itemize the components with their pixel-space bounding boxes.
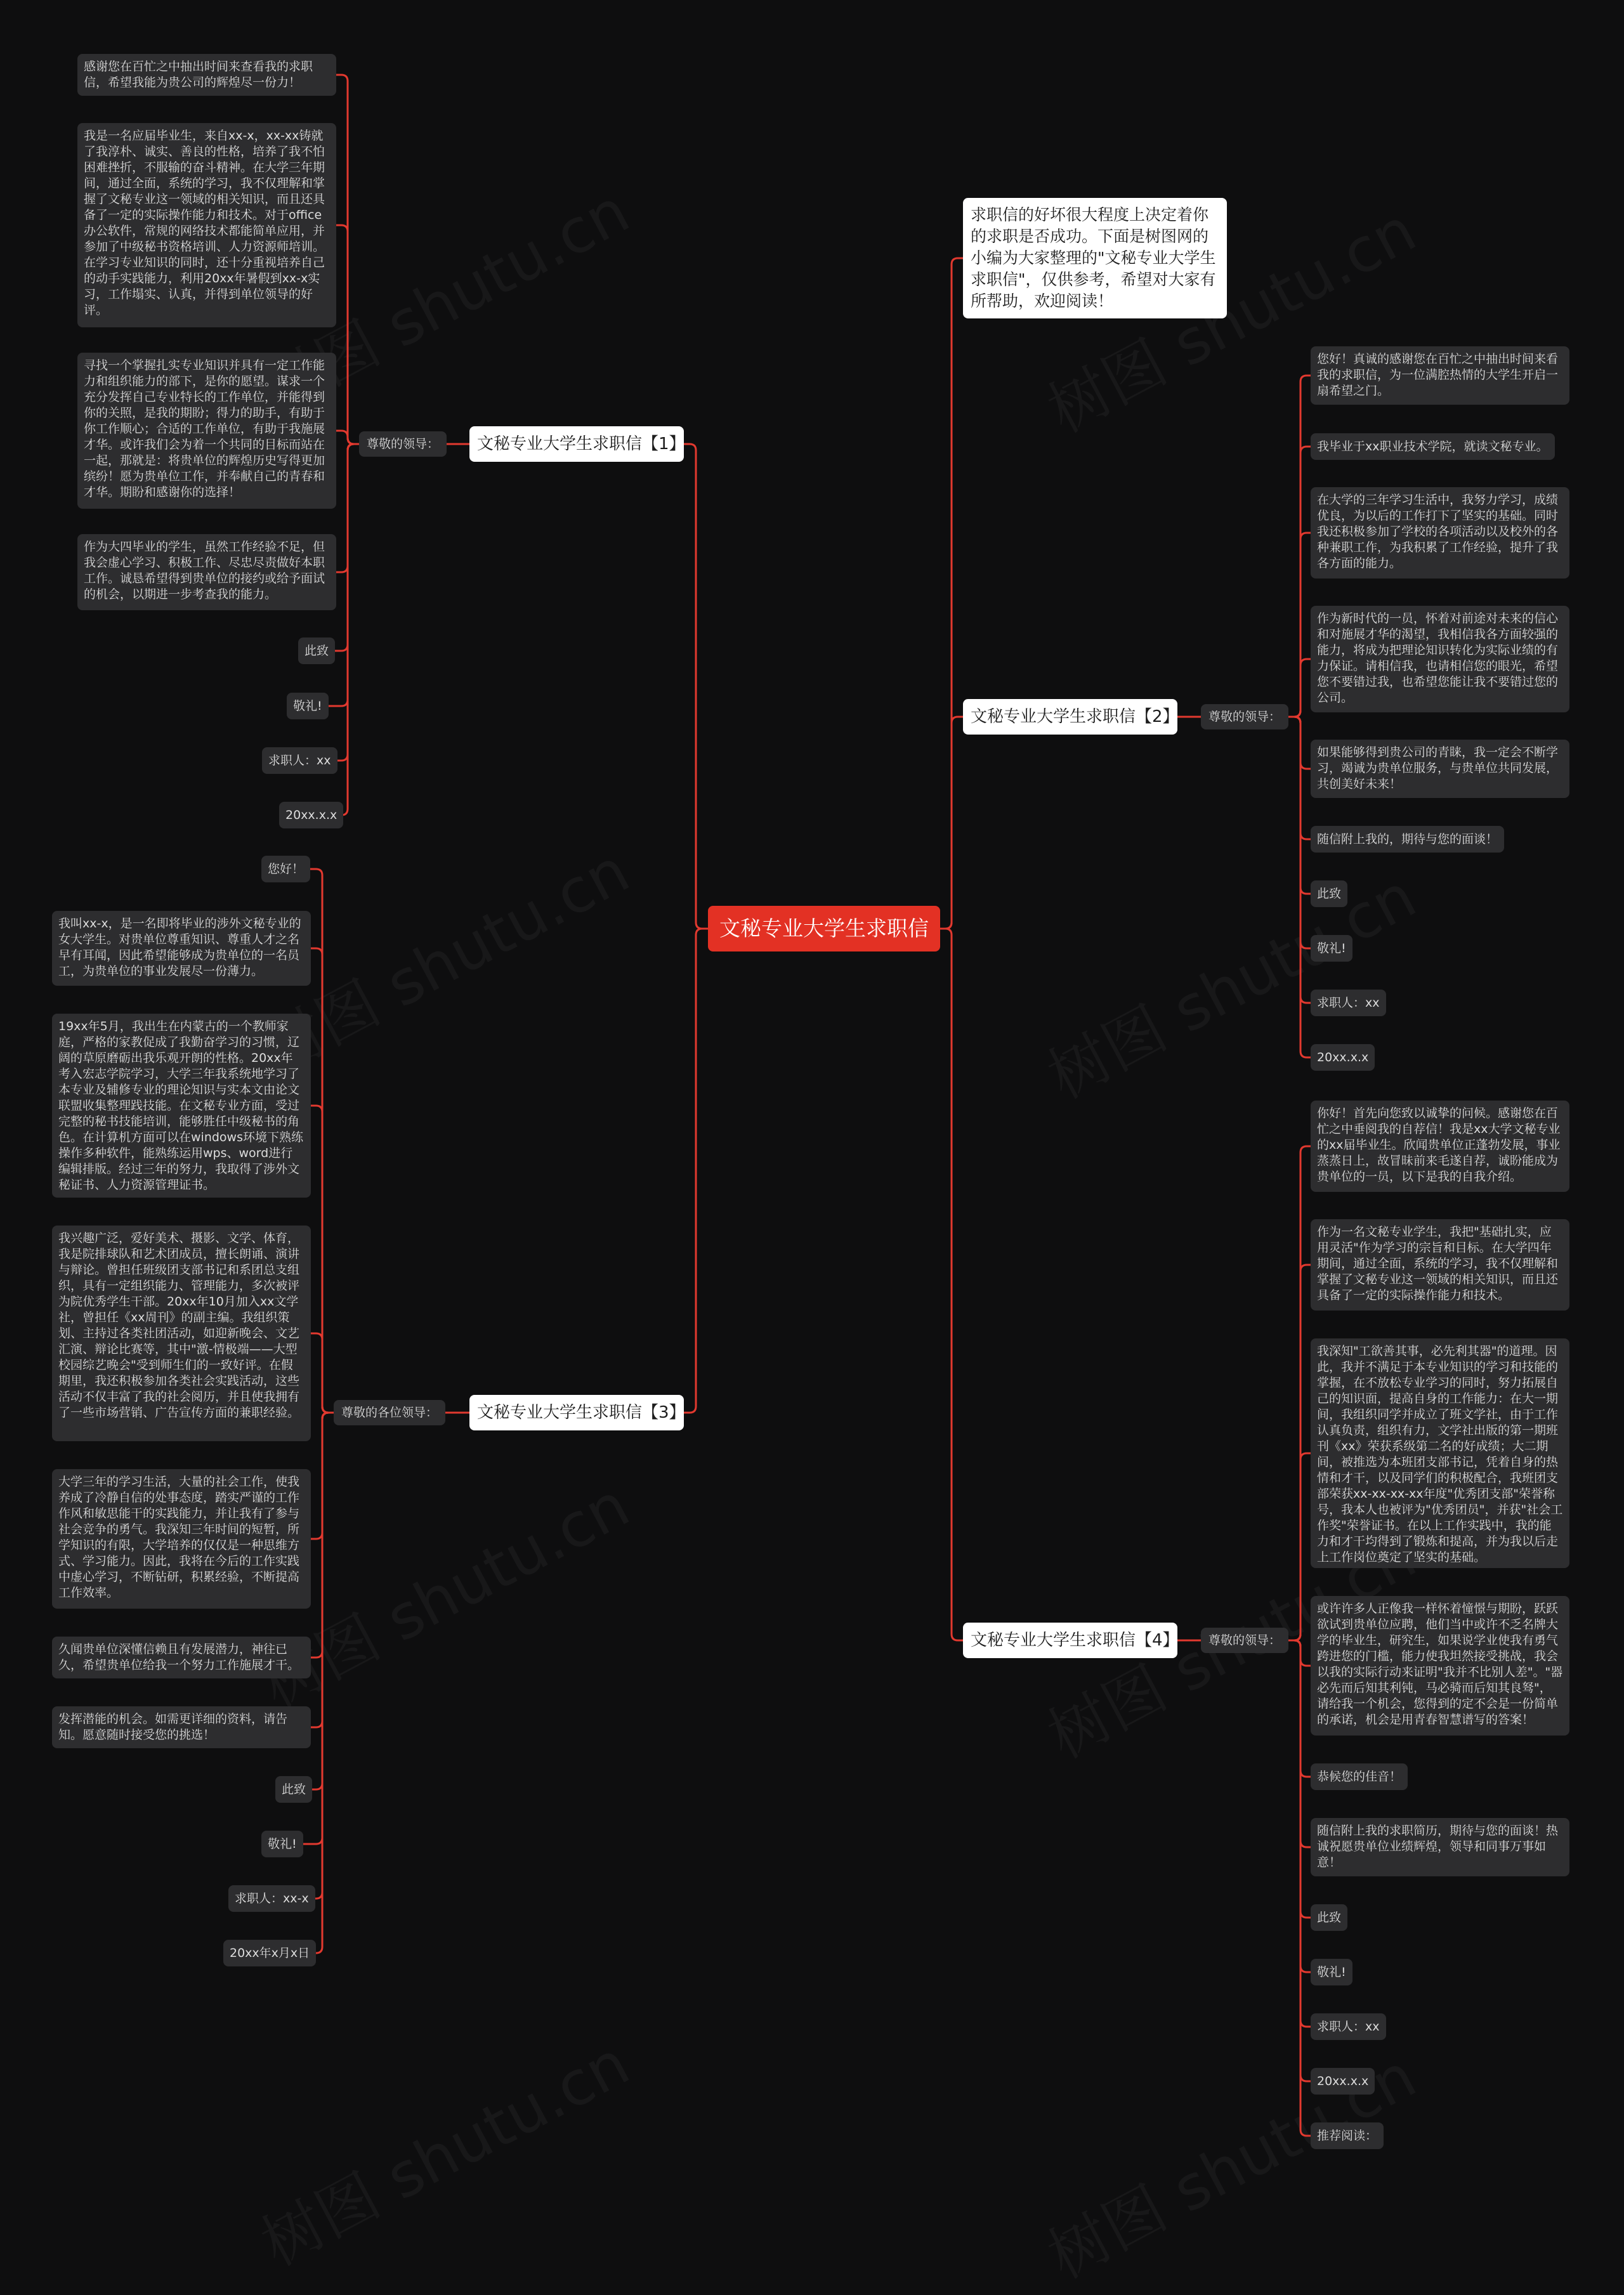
branch-4-item[interactable]: 此致 xyxy=(1311,1904,1347,1931)
branch-4-item[interactable]: 或许许多人正像我一样怀着憧憬与期盼，跃跃欲试到贵单位应聘，他们当中或许不乏名牌大学的毕业生，研究生，如果说学业使我有勇气跨进您的门槛，能力使我坦然接受挑战，我会以我的实际行动来证明"我并不比别人差"。"器必先而后知其利钝，马必骑而后知其良驽"，请给我一个机会，您得到的定不会是一份简单的承诺，机会是用青春智慧谱写的答案！ xyxy=(1311,1596,1569,1736)
branch-3-item[interactable]: 发挥潜能的机会。如需更详细的资料，请告知。愿意随时接受您的挑选！ xyxy=(52,1706,311,1748)
branch-3-item[interactable]: 此致 xyxy=(275,1776,312,1803)
branch-1-item[interactable]: 20xx.x.x xyxy=(279,802,343,828)
connector-line xyxy=(940,717,963,929)
branch-4-topic[interactable]: 文秘专业大学生求职信【4】 xyxy=(963,1623,1177,1658)
branch-3-item[interactable]: 我叫xx-x，是一名即将毕业的涉外文秘专业的女大学生。对贵单位尊重知识、尊重人才之名早有耳闻，因此希望能够成为贵单位的一名员工，为贵单位的事业发展尽一份薄力。 xyxy=(52,911,311,986)
branch-3-item[interactable]: 久闻贵单位深懂信赖且有发展潜力，神往已久，希望贵单位给我一个努力工作施展才干。 xyxy=(52,1637,311,1678)
branch-2-item[interactable]: 在大学的三年学习生活中，我努力学习，成绩优良，为以后的工作打下了坚实的基础。同时我还积极参加了学校的各项活动以及校外的各种兼职工作，为我积累了工作经验，提升了我各方面的能力。 xyxy=(1311,487,1569,579)
connector-line xyxy=(1288,1640,1311,2136)
branch-3-item[interactable]: 大学三年的学习生活，大量的社会工作，使我养成了冷静自信的处事态度，踏实严谨的工作作风和敏思能干的实践能力，并让我有了参与社会竞争的勇气。我深知三年时间的短暂，所学知识的有限，大学培养的仅仅是一种思维方式、学习能力。因此，我将在今后的工作实践中虚心学习，不断钻研，积累经验，不断提高工作效率。 xyxy=(52,1469,311,1609)
connector-line xyxy=(1288,1453,1311,1640)
branch-3-item[interactable]: 19xx年5月，我出生在内蒙古的一个教师家庭，严格的家教促成了我勤奋学习的习惯，辽阔的草原磨砺出我乐观开朗的性格。20xx年考入宏志学院学习，大学三年我系统地学习了本专业及辅修专业的理论知识与实本文由论文联盟收集整理践技能。在文秘专业方面，受过完整的秘书技能培训，能够胜任中级秘书的角色。在计算机方面可以在windows环境下熟练操作多种软件，能熟练运用wps、word进行编辑排版。经过三年的努力，我取得了涉外文秘证书、人力资源管理证书。 xyxy=(52,1014,311,1198)
branch-2-greeting[interactable]: 尊敬的领导： xyxy=(1201,704,1288,729)
branch-1-item[interactable]: 作为大四毕业的学生，虽然工作经验不足，但我会虚心学习、积极工作、尽忠尽责做好本职工作。诚恳希望得到贵单位的接约或给予面试的机会，以期进一步考查我的能力。 xyxy=(77,534,336,610)
branch-1-item[interactable]: 此致 xyxy=(298,638,335,664)
branch-2-topic[interactable]: 文秘专业大学生求职信【2】 xyxy=(963,699,1177,735)
connector-line xyxy=(311,1333,334,1413)
branch-1-item[interactable]: 寻找一个掌握扎实专业知识并具有一定工作能力和组织能力的部下，是你的愿望。谋求一个充分发挥自己专业特长的工作单位，并能得到你的关照，是我的期盼；得力的助手，有助于你工作顺心；合适的工作单位，有助于我施展才华。或许我们会为着一个共同的目标而站在一起，那就是：将贵单位的辉煌历史写得更加缤纷！愿为贵单位工作，并奉献自己的青春和才华。期盼和感谢你的选择！ xyxy=(77,353,336,509)
connector-line xyxy=(315,1413,334,1899)
root-topic[interactable]: 文秘专业大学生求职信 xyxy=(708,906,940,951)
branch-2-item[interactable]: 作为新时代的一员，怀着对前途对未来的信心和对施展才华的渴望，我相信我各方面较强的能力，将成为把理论知识转化为实际业绩的有力保证。请相信我，也请相信您的眼光，希望您不要错过我，也希望您能让我不要错过您的公司。 xyxy=(1311,606,1569,712)
branch-4-item[interactable]: 随信附上我的求职简历，期待与您的面谈！热诚祝愿贵单位业绩辉煌，领导和同事万事如意！ xyxy=(1311,1818,1569,1876)
branch-4-item[interactable]: 你好！首先向您致以诚挚的问候。感谢您在百忙之中垂阅我的自荐信！我是xx大学文秘专业的xx届毕业生。欣闻贵单位正蓬勃发展，事业蒸蒸日上，故冒昧前来毛遂自荐，诚盼能成为贵单位的一员，以下是我的自我介绍。 xyxy=(1311,1101,1569,1192)
branch-1-topic[interactable]: 文秘专业大学生求职信【1】 xyxy=(469,426,684,462)
branch-3-item[interactable]: 您好！ xyxy=(261,856,310,882)
branch-2-item[interactable]: 随信附上我的，期待与您的面谈！ xyxy=(1311,826,1504,853)
connector-line xyxy=(684,444,708,929)
branch-3-greeting[interactable]: 尊敬的各位领导： xyxy=(334,1400,445,1425)
branch-3-item[interactable]: 求职人：xx-x xyxy=(228,1885,315,1912)
connector-line xyxy=(316,1413,334,1953)
branch-2-item[interactable]: 此致 xyxy=(1311,880,1347,907)
branch-4-item[interactable]: 作为一名文秘专业学生，我把"基础扎实，应用灵活"作为学习的宗旨和目标。在大学四年期间，通过全面，系统的学习，我不仅理解和掌握了文秘专业这一领域的相关知识，而且还具备了一定的实际操作能力和技术。 xyxy=(1311,1219,1569,1311)
connector-line xyxy=(1288,659,1311,717)
branch-1-item[interactable]: 敬礼! xyxy=(287,693,329,719)
connector-line xyxy=(940,929,963,1640)
branch-3-topic[interactable]: 文秘专业大学生求职信【3】 xyxy=(469,1395,684,1430)
branch-2-item[interactable]: 如果能够得到贵公司的青睐，我一定会不断学习，竭诚为贵单位服务，与贵单位共同发展，共创美好未来！ xyxy=(1311,740,1569,798)
branch-4-item[interactable]: 恭候您的佳音！ xyxy=(1311,1763,1408,1790)
branch-3-item[interactable]: 我兴趣广泛，爱好美术、摄影、文学、体育，我是院排球队和艺术团成员，擅长朗诵、演讲与辩论。曾担任班级团支部书记和系团总支组织，具有一定组织能力、管理能力，多次被评为院优秀学生干部。20xx年10月加入xx文学社，曾担任《xx周刊》的副主编。我组织策划、主持过各类社团活动，如迎新晚会、文艺汇演、辩论比赛等，其中"激-情极端——大型校园综艺晚会"受到师生们的一致好评。在假期里，我还积极参加各类社会实践活动，这些活动不仅丰富了我的社会阅历，并且使我拥有了一些市场营销、广告宣传方面的兼职经验。 xyxy=(52,1226,311,1441)
branch-1-item[interactable]: 求职人：xx xyxy=(262,747,337,774)
branch-1-item[interactable]: 感谢您在百忙之中抽出时间来查看我的求职信，希望我能为贵公司的辉煌尽一份力！ xyxy=(77,54,336,96)
branch-2-item[interactable]: 敬礼! xyxy=(1311,935,1352,962)
branch-4-item[interactable]: 20xx.x.x xyxy=(1311,2068,1375,2095)
connector-line xyxy=(336,225,359,444)
branch-1-greeting[interactable]: 尊敬的领导： xyxy=(359,431,447,457)
branch-2-item[interactable]: 20xx.x.x xyxy=(1311,1044,1375,1071)
branch-2-item[interactable]: 您好！真诚的感谢您在百忙之中抽出时间来看我的求职信，为一位满腔热情的大学生开启一扇希望之门。 xyxy=(1311,346,1569,405)
connector-line xyxy=(684,929,708,1413)
intro-note[interactable]: 求职信的好坏很大程度上决定着你的求职是否成功。下面是树图网的小编为大家整理的"文秘专业大学生求职信"，仅供参考，希望对大家有所帮助，欢迎阅读！ xyxy=(963,198,1227,318)
branch-4-item[interactable]: 我深知"工欲善其事，必先利其器"的道理。因此，我并不满足于本专业知识的学习和技能的掌握，在不放松专业学习的同时，努力拓展自己的知识面，提高自身的工作能力：在大一期间，我组织同学并成立了班文学社，由于工作认真负责，组织有力，文学社出版的第一期班刊《xx》荣获系级第二名的好成绩；大二期间，被推选为本班团支部书记，凭着自身的热情和才干，以及同学们的积极配合，我班团支部荣获xx-xx-xx-xx年度"优秀团支部"荣誉称号，我本人也被评为"优秀团员"，并获"社会工作奖"荣誉证书。在以上工作实践中，我的能力和才干均得到了锻炼和提高，并为我以后走上工作岗位奠定了坚实的基础。 xyxy=(1311,1338,1569,1568)
branch-4-item[interactable]: 敬礼! xyxy=(1311,1959,1352,1985)
branch-4-item[interactable]: 求职人：xx xyxy=(1311,2013,1386,2040)
branch-2-item[interactable]: 求职人：xx xyxy=(1311,990,1386,1016)
branch-1-item[interactable]: 我是一名应届毕业生，来自xx-x，xx-xx铸就了我淳朴、诚实、善良的性格，培养了我不怕困难挫折，不服输的奋斗精神。在大学三年期间，通过全面，系统的学习，我不仅理解和掌握了文秘专业这一领域的相关知识，而且还具备了一定的实际操作能力和技术。对于office办公软件，常规的网络技术都能简单应用，并参加了中级秘书资格培训、人力资源师培训。在学习专业知识的同时，还十分重视培养自己的动手实践能力，利用20xx年暑假到xx-x实习，工作塌实、认真，并得到单位领导的好评。 xyxy=(77,123,336,327)
branch-4-item[interactable]: 推荐阅读： xyxy=(1311,2122,1384,2149)
branch-3-item[interactable]: 20xx年x月x日 xyxy=(223,1940,316,1966)
branch-2-item[interactable]: 我毕业于xx职业技术学院，就读文秘专业。 xyxy=(1311,433,1555,460)
branch-3-item[interactable]: 敬礼! xyxy=(261,1831,303,1857)
branch-4-greeting[interactable]: 尊敬的领导： xyxy=(1201,1628,1288,1653)
